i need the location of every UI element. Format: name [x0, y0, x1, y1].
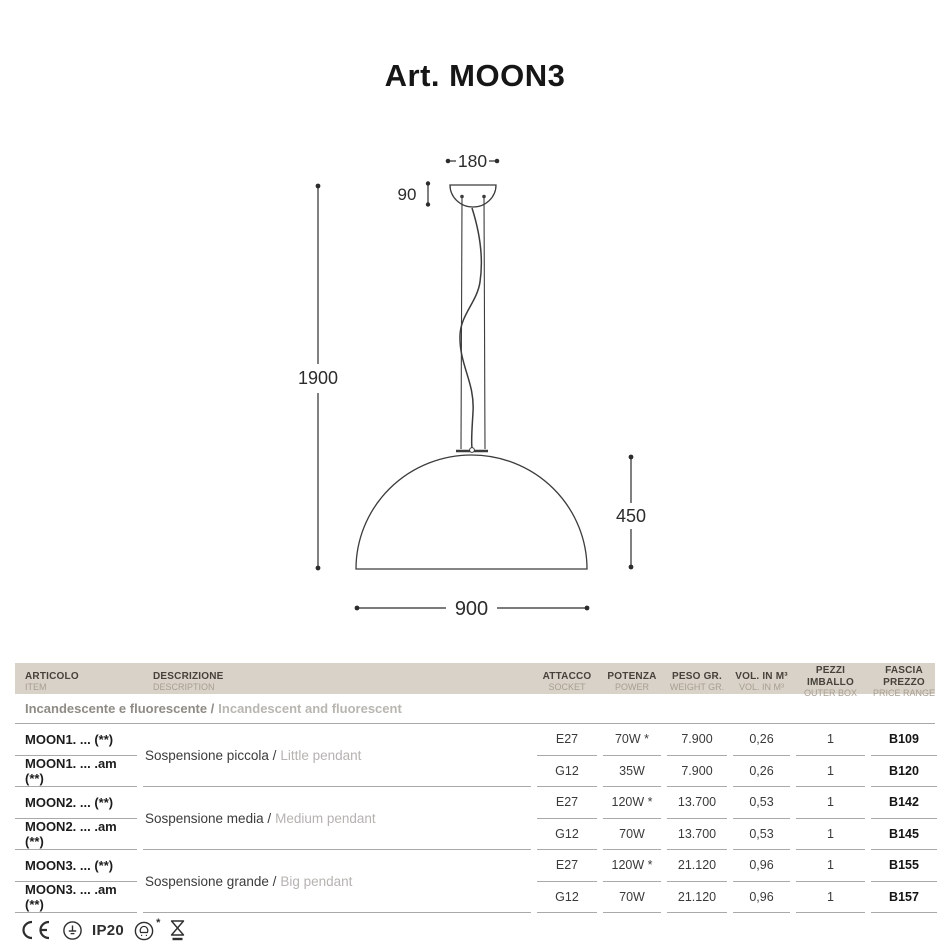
pieces-value: 1 — [796, 787, 865, 819]
item-description — [143, 724, 531, 787]
header-attacco: ATTACCO SOCKET — [542, 670, 592, 693]
price-range-value: B109 — [871, 724, 937, 756]
header-volume: VOL. IN M³ VOL. IN M³ — [735, 670, 788, 693]
dim-label-shade-width: 900 — [454, 598, 489, 620]
dimension-canopy-width — [446, 151, 500, 171]
ceiling-canopy-shape — [450, 185, 496, 207]
pieces-value: 1 — [796, 724, 865, 756]
volume-value: 0,96 — [733, 882, 790, 914]
lamp-in-circle-icon — [133, 916, 161, 942]
pieces-value: 1 — [796, 850, 865, 882]
ip-rating-label: IP20 — [92, 921, 125, 939]
volume-value: 0,26 — [733, 756, 790, 788]
volume-value: 0,53 — [733, 787, 790, 819]
socket-value: E27 — [537, 724, 597, 756]
dimension-canopy-height — [398, 181, 431, 206]
power-value: 70W — [603, 819, 661, 851]
item-code: MOON2. ... .am (**) — [15, 819, 137, 851]
price-range-value: B145 — [871, 819, 937, 851]
suspension-cable-right — [484, 198, 485, 449]
weight-value: 7.900 — [667, 756, 727, 788]
power-value: 70W — [603, 882, 661, 914]
certification-icons — [17, 916, 186, 944]
item-description — [143, 787, 531, 850]
volume-value: 0,26 — [733, 724, 790, 756]
power-value: 70W * — [603, 724, 661, 756]
section-title-it: Incandescente e fluorescente / — [25, 701, 215, 716]
dim-label-suspension-height: 1900 — [297, 368, 339, 388]
hourglass-icon — [169, 919, 186, 942]
socket-value: G12 — [537, 882, 597, 914]
socket-value: G12 — [537, 819, 597, 851]
header-articolo: ARTICOLO ITEM — [25, 670, 79, 693]
description-en: Big pendant — [280, 873, 353, 889]
table-body — [15, 724, 935, 913]
canopy-pin-right — [482, 195, 486, 199]
price-range-value: B157 — [871, 882, 937, 914]
section-title-en: Incandescent and fluorescent — [218, 701, 402, 716]
lamp-asterisk: * — [156, 916, 161, 929]
dim-label-canopy-width: 180 — [457, 151, 488, 171]
price-range-value: B155 — [871, 850, 937, 882]
weight-value: 21.120 — [667, 882, 727, 914]
description-it: Sospensione media / — [145, 810, 272, 826]
weight-value: 21.120 — [667, 850, 727, 882]
dimension-suspension-height — [298, 184, 338, 571]
pieces-value: 1 — [796, 819, 865, 851]
item-code: MOON3. ... (**) — [15, 850, 137, 882]
power-value: 120W * — [603, 787, 661, 819]
weight-value: 13.700 — [667, 819, 727, 851]
header-potenza: POTENZA POWER — [607, 670, 657, 693]
power-cord — [460, 208, 481, 448]
ce-mark-icon — [17, 919, 53, 941]
dimension-shade-height — [616, 455, 646, 570]
pieces-value: 1 — [796, 756, 865, 788]
page-title: Art. MOON3 — [384, 58, 566, 93]
dim-label-canopy-height: 90 — [397, 185, 417, 204]
technical-drawing — [0, 130, 950, 630]
socket-value: G12 — [537, 756, 597, 788]
weight-value: 7.900 — [667, 724, 727, 756]
power-value: 35W — [603, 756, 661, 788]
spec-table — [15, 663, 935, 913]
weight-value: 13.700 — [667, 787, 727, 819]
earth-class-icon — [62, 920, 83, 941]
volume-value: 0,96 — [733, 850, 790, 882]
item-description — [143, 850, 531, 913]
price-range-value: B120 — [871, 756, 937, 788]
power-value: 120W * — [603, 850, 661, 882]
socket-value: E27 — [537, 850, 597, 882]
dome-shade-shape — [356, 455, 587, 569]
socket-value: E27 — [537, 787, 597, 819]
section-header — [15, 694, 935, 724]
description-it: Sospensione grande / — [145, 873, 277, 889]
header-pezzi: PEZZI IMBALLO OUTER BOX — [803, 665, 857, 698]
item-code: MOON3. ... .am (**) — [15, 882, 137, 914]
item-code: MOON2. ... (**) — [15, 787, 137, 819]
item-code: MOON1. ... .am (**) — [15, 756, 137, 788]
header-peso: PESO GR. WEIGHT GR. — [669, 670, 725, 693]
volume-value: 0,53 — [733, 819, 790, 851]
header-descrizione: DESCRIZIONE DESCRIPTION — [153, 670, 224, 693]
dim-label-shade-height: 450 — [615, 506, 647, 526]
description-en: Medium pendant — [275, 810, 376, 826]
header-fascia: FASCIA PREZZO PRICE RANGE — [872, 665, 935, 698]
cord-grip — [470, 448, 475, 453]
price-range-value: B142 — [871, 787, 937, 819]
item-code: MOON1. ... (**) — [15, 724, 137, 756]
table-header-row — [15, 663, 935, 698]
canopy-pin-left — [460, 195, 464, 199]
pieces-value: 1 — [796, 882, 865, 914]
dimension-shade-width — [355, 598, 590, 620]
description-en: Little pendant — [280, 747, 362, 763]
description-it: Sospensione piccola / — [145, 747, 277, 763]
